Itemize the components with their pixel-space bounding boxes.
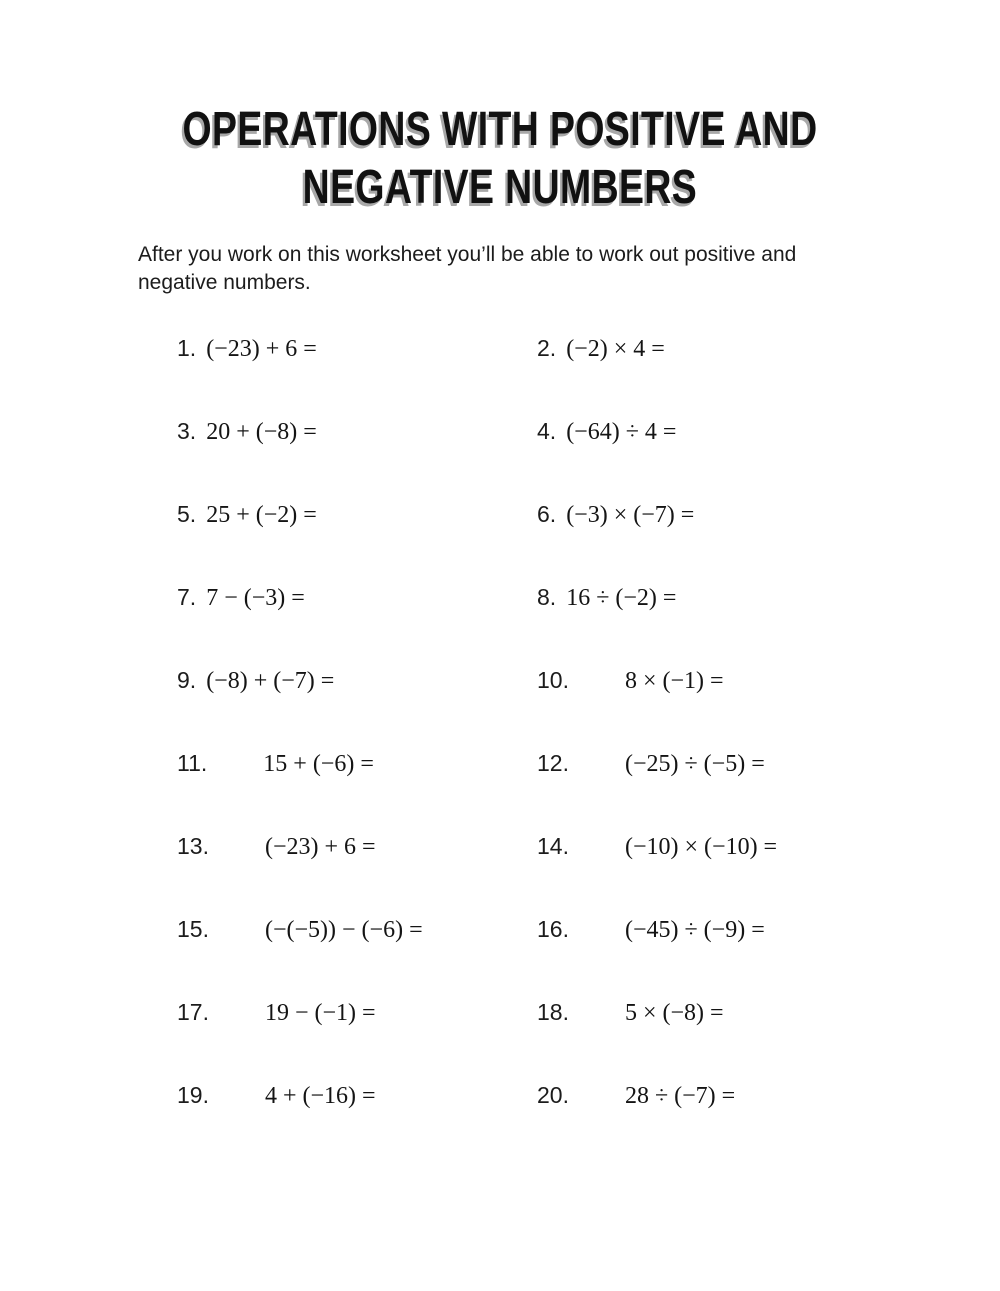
problem-expression: 5 × (−8) =	[624, 1000, 724, 1026]
problem-expression: 4 + (−16) =	[264, 1083, 376, 1109]
problem-expression: 15 + (−6) =	[263, 751, 374, 777]
problem-row-18	[537, 999, 897, 1082]
problem-number: 4.	[537, 418, 557, 444]
problem-expression: (−45) ÷ (−9) =	[624, 917, 765, 943]
problem-expression: 28 ÷ (−7) =	[624, 1083, 736, 1109]
problem-number: 1.	[177, 335, 197, 361]
problem-expression: 8 × (−1) =	[624, 668, 724, 694]
problem-row-3	[177, 418, 537, 501]
problem-row-8	[537, 584, 897, 667]
worksheet-title-line2	[0, 159, 1000, 217]
problem-row-2	[537, 335, 897, 418]
worksheet-title-line2-text: NEGATIVE NUMBERS	[302, 161, 698, 214]
problem-row-16	[537, 916, 897, 999]
problem-number: 14.	[537, 833, 569, 859]
problem-row-1	[177, 335, 537, 418]
problem-expression: (−8) + (−7) =	[206, 668, 335, 694]
problem-number: 19.	[177, 1082, 209, 1108]
problem-expression: 16 ÷ (−2) =	[566, 585, 677, 611]
problem-row-6	[537, 501, 897, 584]
problem-number: 17.	[177, 999, 209, 1025]
problem-number: 13.	[177, 833, 209, 859]
problem-expression: (−64) ÷ 4 =	[566, 419, 677, 445]
problem-expression: (−10) × (−10) =	[624, 834, 778, 860]
problem-expression: (−2) × 4 =	[566, 336, 665, 362]
problem-expression: (−25) ÷ (−5) =	[624, 751, 765, 777]
problem-row-19	[177, 1082, 537, 1165]
problem-number: 12.	[537, 750, 569, 776]
problem-row-5	[177, 501, 537, 584]
problem-number: 11.	[177, 750, 208, 776]
intro-text: After you work on this worksheet you’ll be able to work out positive and negative numbers.	[138, 243, 797, 294]
problem-number: 18.	[537, 999, 569, 1025]
problem-row-7	[177, 584, 537, 667]
problem-number: 9.	[177, 667, 197, 693]
problem-number: 3.	[177, 418, 197, 444]
worksheet-title	[0, 101, 1000, 217]
worksheet-title-line1	[0, 101, 1000, 159]
problems-grid	[177, 335, 1000, 1165]
problem-number: 5.	[177, 501, 197, 527]
problem-number: 2.	[537, 335, 557, 361]
problem-row-13	[177, 833, 537, 916]
problem-row-9	[177, 667, 537, 750]
problem-number: 20.	[537, 1082, 569, 1108]
problem-number: 7.	[177, 584, 197, 610]
worksheet-title-line1-text: OPERATIONS WITH POSITIVE AND	[182, 103, 818, 156]
problem-expression: (−23) + 6 =	[264, 834, 376, 860]
problem-number: 8.	[537, 584, 557, 610]
problem-expression: (−3) × (−7) =	[566, 502, 695, 528]
problem-row-11	[177, 750, 537, 833]
problem-number: 6.	[537, 501, 557, 527]
problem-row-15	[177, 916, 537, 999]
problem-row-14	[537, 833, 897, 916]
problem-expression: (−(−5)) − (−6) =	[264, 917, 423, 943]
problem-expression: 25 + (−2) =	[206, 502, 317, 528]
problem-number: 10.	[537, 667, 569, 693]
problem-expression: 20 + (−8) =	[206, 419, 317, 445]
problem-row-12	[537, 750, 897, 833]
problem-row-10	[537, 667, 897, 750]
problem-number: 15.	[177, 916, 209, 942]
problem-row-20	[537, 1082, 897, 1165]
problem-row-4	[537, 418, 897, 501]
problem-expression: (−23) + 6 =	[206, 336, 317, 362]
problem-number: 16.	[537, 916, 569, 942]
problem-expression: 19 − (−1) =	[264, 1000, 376, 1026]
problem-expression: 7 − (−3) =	[206, 585, 305, 611]
problem-row-17	[177, 999, 537, 1082]
